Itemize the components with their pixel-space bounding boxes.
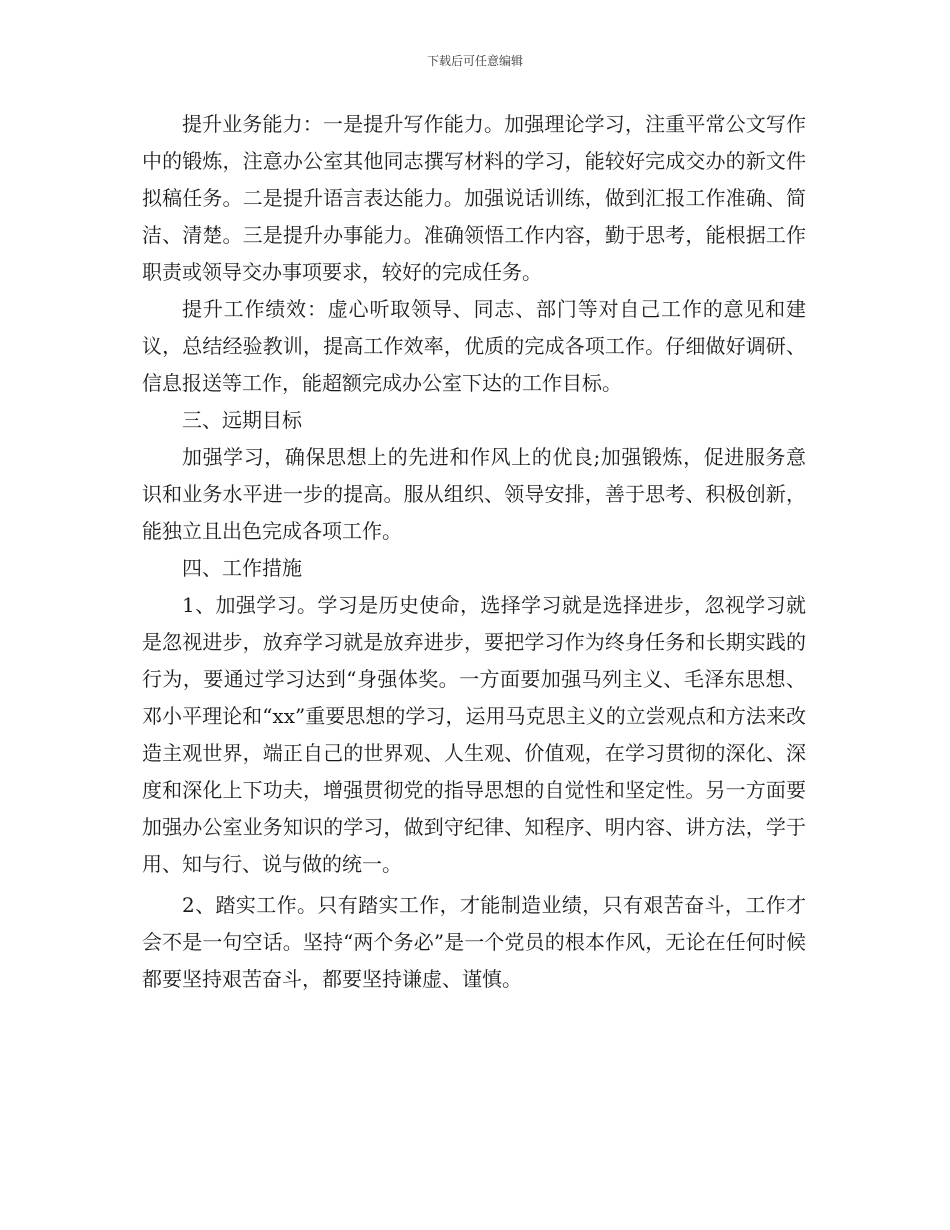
paragraph-business-ability: 提升业务能力：一是提升写作能力。加强理论学习，注重平常公文写作中的锻炼，注意办公室其他同志撰写材料的学习，能较好完成交办的新文件拟稿任务。二是提升语言表达能力。加强说话训练，做到汇报工作准确、简洁、清楚。三是提升办事能力。准确领悟工作内容，勤于思考，能根据工作职责或领导交办事项要求，较好的完成任务。 [142,112,806,284]
document-body [142,106,806,998]
paragraph-measure-study: 1、加强学习。学习是历史使命，选择学习就是选择进步，忽视学习就是忽视进步，放弃学习就是放弃进步，要把学习作为终身任务和长期实践的行为，要通过学习达到“身强体奖。一方面要加强马列主义、毛泽东思想、邓小平理论和“xx”重要思想的学习，运用马克思主义的立尝观点和方法来改造主观世界，端正自己的世界观、人生观、价值观，在学习贯彻的深化、深度和深化上下功夫，增强贯彻党的指导思想的自觉性和坚定性。另一方面要加强办公室业务知识的学习，做到守纪律、知程序、明内容、讲方法，学于用、知与行、说与做的统一。 [142,593,806,876]
paragraph-work-performance: 提升工作绩效：虚心听取领导、同志、部门等对自己工作的意见和建议，总结经验教训，提高工作效率，优质的完成各项工作。仔细做好调研、信息报送等工作，能超额完成办公室下达的工作目标。 [142,297,806,395]
section-heading-work-measures: 四、工作措施 [182,556,302,580]
section-heading-long-term-goals: 三、远期目标 [182,408,302,432]
page-header: 下载后可任意编辑 [426,54,523,68]
paragraph-long-term-goals: 加强学习，确保思想上的先进和作风上的优良;加强锻炼，促进服务意识和业务水平进一步的提高。服从组织、领导安排，善于思考、积极创新，能独立且出色完成各项工作。 [142,445,806,543]
paragraph-measure-work: 2、踏实工作。只有踏实工作，才能制造业绩，只有艰苦奋斗，工作才会不是一句空话。坚持“两个务必”是一个党员的根本作风，无论在任何时候都要坚持艰苦奋斗，都要坚持谦虚、谨慎。 [142,893,806,991]
